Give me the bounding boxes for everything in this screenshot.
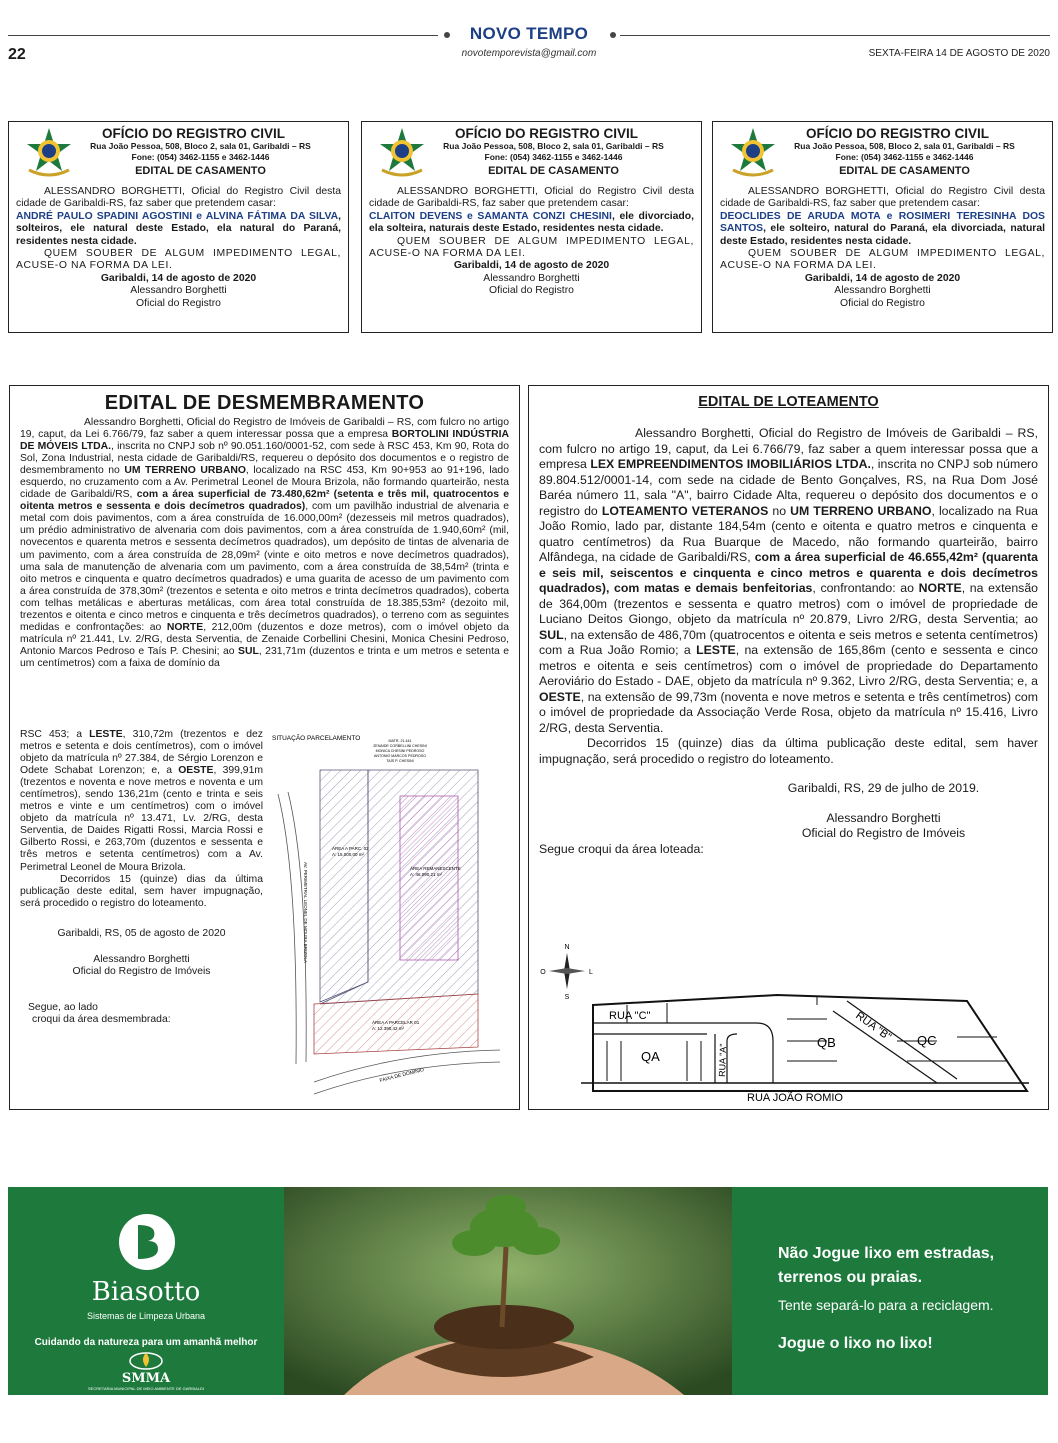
- map-neighbor-label: MONICA CHESINI PEDROSO: [375, 749, 425, 753]
- notice-kind: EDITAL DE CASAMENTO: [135, 165, 266, 177]
- ad-message-line-2: terrenos ou praias.: [778, 1269, 923, 1286]
- page-number: 22: [8, 46, 26, 63]
- map-road-line: [278, 794, 296, 1064]
- desmembramento-role: Oficial do Registro de Imóveis: [72, 965, 211, 977]
- text-run: , na extensão de 364,00m (trezentos e sessenta e quatro metros) com o imóvel de propriedade de Luciano Deitos Giongo, objeto da matrícula nº 20.879, Livro 2/RG, desta Serventia; ao: [539, 581, 1038, 626]
- couple-details: , solteiros, ele natural deste Estado, ela natural do Paraná, residentes nesta cidade.: [16, 210, 341, 247]
- office-phone: Fone: (054) 3462-1155 e 3462-1446: [484, 152, 623, 162]
- text-run: , confrontando: ao: [812, 581, 919, 595]
- couple-details: , ele solteiro, natural do Paraná, ela divorciada, natural deste Estado, residentes nesta cidade.: [720, 223, 1045, 247]
- ad-brand-subtitle: Sistemas de Limpeza Urbana: [86, 1311, 206, 1321]
- notice-body: [720, 186, 1045, 273]
- brazil-coat-of-arms-icon: [727, 126, 779, 178]
- lot-name: LOTEAMENTO VETERANOS: [601, 503, 769, 518]
- compass-e: L: [589, 969, 593, 976]
- office-address: Rua João Pessoa, 508, Bloco 2, sala 01, Garibaldi – RS: [794, 141, 1015, 151]
- map-area-parcel-2: [320, 770, 368, 1002]
- ad-message-line-3: Tente separá-lo para a reciclagem.: [778, 1297, 994, 1313]
- notice-role: Oficial do Registro: [136, 297, 221, 309]
- notice-role: Oficial do Registro: [489, 285, 574, 297]
- map-neighbor-label: MATR. 21.441: [388, 739, 412, 743]
- area-text: com a área superficial de 73.480,62m² (setenta e três mil, quatrocentos e oitenta metros e sessenta e dois decímetros quadrados): [20, 489, 509, 513]
- loteamento-signer: Alessandro Borghetti: [826, 810, 941, 825]
- ad-slogan: Cuidando da natureza para um amanhã melhor: [34, 1337, 258, 1348]
- map-road-line: [314, 1062, 500, 1094]
- desmembramento-paragraph-2: Decorridos 15 (quinze) dias da última publicação deste edital, sem haver impugnação, será procedido o registro do loteamento.: [20, 873, 263, 909]
- notice-signer: Alessandro Borghetti: [130, 285, 227, 297]
- desmembramento-column: [20, 729, 263, 1026]
- marriage-notice-2: [361, 121, 702, 333]
- map-building: [400, 796, 458, 960]
- office-phone: Fone: (054) 3462-1155 e 3462-1446: [131, 152, 270, 162]
- compass-rose-icon: [540, 944, 593, 1001]
- text-run-bold: UM TERRENO URBANO: [124, 465, 246, 477]
- block-label-c: QC: [917, 1033, 937, 1048]
- street-label-main: RUA JOÃO ROMIO: [747, 1092, 843, 1104]
- map-area-label: ÁREA REMANESCENTE: [410, 866, 461, 871]
- notice-date: Garibaldi, 14 de agosto de 2020: [453, 260, 610, 272]
- notice-role: Oficial do Registro: [840, 297, 925, 309]
- notice-body: [369, 186, 694, 260]
- text-run: , com um pavilhão industrial de alvenaria e metal com dois pavimentos, com a área construída de 16.000,00m² (dezesseis mil metros quadrados), um prédio administrativo de alvenaria com dois pavimentos, com a área construída de 1.940,60m² (mil, novecentos e quarenta metros e sessenta decímetros quadrados), um depósito de tintas de alvenaria de um pavimento, com a área construída de 28,09m² (vinte e oito metros e nove decímetros quadrados), uma sala de manutenção de alvenaria com um pavimento, com a área construída de 38,54m² (trinta e oito metros e cinquenta e quatro decímetros quadrados) e uma guarita de acesso de um pavimento com a área construída de 378,30m² (trezentos e setenta e oito metros e trinta decímetros quadrados), coberta com telhas metálicas e aberturas metálicas, com área total construída de 18.385,53m² (dezoito mil, trezentos e oitenta e cinco metros e cinquenta e três decímetros quadrados), o terreno com as seguintes medidas e confrontações: ao: [20, 501, 509, 633]
- map-area-label: ÁREA A PARC. 02: [332, 846, 369, 851]
- desmembramento-title: EDITAL DE DESMEMBRAMENTO: [104, 392, 425, 414]
- loteamento-caption: Segue croqui da área loteada:: [539, 841, 704, 856]
- marriage-notice-1: [8, 121, 349, 333]
- advertisement: [8, 1187, 1048, 1395]
- compass-w: O: [540, 969, 546, 976]
- compass-n: N: [564, 944, 570, 951]
- street-label-a: RUA "A": [717, 1043, 729, 1078]
- newspaper-email: novotemporevista@gmail.com: [461, 48, 597, 59]
- text-run: no: [768, 503, 791, 518]
- ad-brand-panel: [8, 1187, 284, 1395]
- ad-brand-name: Biasotto: [91, 1277, 201, 1307]
- ad-photo-panel: [284, 1187, 732, 1395]
- map-neighbor-label: ANTONIO MARCOS PEDROSO: [373, 754, 427, 758]
- office-address: Rua João Pessoa, 508, Bloco 2, sala 01, Garibaldi – RS: [443, 141, 664, 151]
- loteamento-title: EDITAL DE LOTEAMENTO: [698, 394, 879, 410]
- text-run: , na extensão de 165,86m (cento e sessenta e cinco metros e oitenta e seis centímetros) com o imóvel de propriedade do Departamento Aeroviário do Estado - DAE, objeto da matrícula nº 9.362, Livro 2/RG, desta Serventia; e, a: [539, 643, 1038, 688]
- desmembramento-paragraph-1-cont: [20, 729, 263, 874]
- street-label-b: RUA "B": [853, 1009, 894, 1044]
- map-area-value: A: 46.090,21 m²: [410, 872, 443, 877]
- notice-warning: QUEM SOUBER DE ALGUM IMPEDIMENTO LEGAL, ACUSE-O NA FORMA DA LEI.: [369, 235, 694, 260]
- text-run: , localizado na Rua João Romio, lado par, distante 184,54m (cento e oitenta e quatro metros e cinquenta e quatro centímetros) da Rua Buarque de Macedo, não formando quarteirão, bairro Alfândega, na cidade de Garibaldi/RS,: [539, 503, 1039, 564]
- loteamento-date: Garibaldi, RS, 29 de julho de 2019.: [787, 781, 980, 795]
- ad-message-line-1: Não Jogue lixo em estradas,: [778, 1245, 995, 1262]
- desmembramento-site-map: [260, 732, 508, 1102]
- couple-names: ANDRÉ PAULO SPADINI AGOSTINI e ALVINA FÁTIMA DA SILVA: [16, 210, 339, 222]
- text-run: , na extensão de 486,70m (quatrocentos e oitenta e seis metros e setenta centímetros) com a Rua João Romio; a: [539, 627, 1038, 657]
- ad-message-line-4: Jogue o lixo no lixo!: [778, 1335, 933, 1352]
- notice-intro: ALESSANDRO BORGHETTI, Oficial do Registro Civil desta cidade de Garibaldi-RS, faz saber que pretendem casar:: [720, 186, 1045, 210]
- map-area-value: A: 15.000,00 m²: [332, 852, 365, 857]
- block-label-a: QA: [641, 1049, 660, 1064]
- map-street-line: [727, 1034, 737, 1041]
- map-road-label: FAIXA DE DOMÍNIO: [379, 1067, 425, 1084]
- newspaper-name: NOVO TEMPO: [469, 24, 589, 43]
- text-run: , localizado na RSC 453, Km 90+953 ao 91+196, lado esquerdo, no cruzamento com a Av. Perimetral Leonel de Moura Brizola, não formando quarteirão, nesta cidade de Garibaldi/RS,: [20, 465, 509, 501]
- notice-warning: QUEM SOUBER DE ALGUM IMPEDIMENTO LEGAL, ACUSE-O NA FORMA DA LEI.: [720, 248, 1045, 272]
- notice-kind: EDITAL DE CASAMENTO: [488, 165, 619, 177]
- company-name: LEX EMPREENDIMENTOS IMOBILIÁRIOS LTDA.: [590, 457, 871, 471]
- notice-intro: ALESSANDRO BORGHETTI, Oficial do Registro Civil desta cidade de Garibaldi-RS, faz saber que pretendem casar:: [16, 186, 341, 210]
- desmembramento-caption-1: Segue, ao lado: [28, 1001, 98, 1013]
- ad-message-panel: [732, 1187, 1048, 1395]
- text-run-bold: SUL: [238, 645, 259, 657]
- text-run-bold: SUL: [539, 627, 564, 642]
- text-run: Alessandro Borghetti, Oficial do Registro de Imóveis de Garibaldi – RS, com fulcro no artigo 19, caput, da Lei 6.766/79, faz saber a quem interessar possa que a empresa: [20, 417, 509, 441]
- loteamento-notice: [528, 385, 1049, 1110]
- brazil-coat-of-arms-icon: [23, 126, 75, 178]
- office-title: OFÍCIO DO REGISTRO CIVIL: [805, 126, 989, 141]
- map-road-label: AV. PERIMETRAL LEONEL DE MOURA BRIZOLA: [303, 862, 308, 963]
- map-boundary: [593, 995, 1027, 1091]
- desmembramento-date: Garibaldi, RS, 05 de agosto de 2020: [57, 927, 226, 939]
- office-address: Rua João Pessoa, 508, Bloco 2, sala 01, Garibaldi – RS: [90, 141, 311, 151]
- ad-smma-subtitle: SECRETARIA MUNICIPAL DE MEIO AMBIENTE DE GARIBALDI: [88, 1386, 204, 1391]
- map-title: SITUAÇÃO PARCELAMENTO: [272, 735, 361, 742]
- notice-date: Garibaldi, 14 de agosto de 2020: [100, 272, 257, 284]
- text-run-bold: UM TERRENO URBANO: [790, 503, 932, 518]
- map-area-label: ÁREA A PARCELAR 01: [372, 1020, 420, 1025]
- desmembramento-paragraph-1: [20, 417, 509, 670]
- map-street-line: [757, 1023, 773, 1083]
- hands-holding-seedling-icon: [284, 1187, 732, 1395]
- edition-date: SEXTA-FEIRA 14 DE AGOSTO DE 2020: [868, 48, 1050, 59]
- couple-names: CLAITON DEVENS e SAMANTA CONZI CHESINI: [369, 210, 612, 222]
- notice-signer: Alessandro Borghetti: [834, 285, 931, 297]
- loteamento-paragraph-2: Decorridos 15 (quinze) dias da última publicação deste edital, sem haver impugnação, será procedido o registro do loteamento.: [539, 736, 1038, 766]
- block-label-b: QB: [817, 1035, 836, 1050]
- text-run: , 310,72m (trezentos e dez metros e setenta e dois centímetros), com o imóvel objeto da matrícula nº 27.384, de Sérgio Lorenzon e Odete Schabat Lorenzon; e, a: [20, 729, 263, 777]
- smma-logo-icon: [126, 1351, 166, 1371]
- text-run: RSC 453; a: [20, 729, 90, 740]
- notice-body: [16, 186, 341, 273]
- loteamento-role: Oficial do Registro de Imóveis: [801, 826, 966, 840]
- ad-smma: SMMA: [121, 1371, 171, 1386]
- notice-date: Garibaldi, 14 de agosto de 2020: [804, 272, 961, 284]
- text-run-bold: NORTE: [918, 581, 962, 595]
- map-neighbor-label: TAÍS P. CHESINI: [386, 759, 414, 763]
- office-title: OFÍCIO DO REGISTRO CIVIL: [101, 126, 285, 141]
- street-label-c: RUA "C": [609, 1010, 651, 1022]
- text-run: , 231,71m (duzentos e trinta e um metros e setenta e um centímetros) com a faixa de domínio da: [20, 645, 509, 669]
- text-run-bold: NORTE: [166, 621, 204, 633]
- office-phone: Fone: (054) 3462-1155 e 3462-1446: [835, 152, 974, 162]
- loteamento-site-map: [537, 941, 1037, 1106]
- text-run-bold: LESTE: [89, 729, 123, 740]
- notice-signer: Alessandro Borghetti: [483, 272, 580, 284]
- text-run: Alessandro Borghetti, Oficial do Registro de Imóveis de Garibaldi – RS, com fulcro no artigo 19, caput, da Lei 6.766/79, faz saber a quem interessar possa que a empresa: [539, 426, 1038, 471]
- desmembramento-caption-2: croqui da área desmembrada:: [32, 1013, 171, 1025]
- desmembramento-signer: Alessandro Borghetti: [93, 953, 190, 965]
- page-header: [0, 0, 1058, 70]
- brazil-coat-of-arms-icon: [376, 126, 428, 178]
- compass-s: S: [564, 994, 570, 1001]
- map-lot-lines: [607, 997, 1007, 1081]
- text-run: , inscrita no CNPJ sob número 89.804.512/0001-14, com sede na cidade de Bento Gonçalves, RS, na Rua Dom José Baréa número 11, sala "A", bairro Cidade Alta, requereu o depósito dos documentos e o registro do: [539, 457, 1038, 518]
- text-run: , 212,00m (duzentos e doze metros), com o imóvel objeto da matrícula nº 21.441, Lv. 2/RG, desta Serventia, de Zenaide Corbellini Chesini, Monica Chesini Pedroso, Antonio Marcos Pedroso e Taís P. Chesini; ao: [20, 621, 509, 657]
- map-area-value: A: 12.390,42 m²: [372, 1026, 405, 1031]
- couple-details: , ele divorciado, ela solteira, naturais deste Estado, residentes nesta cidade.: [369, 210, 694, 235]
- area-text: com a área superficial de 46.655,42m² (quarenta e seis mil, seiscentos e cinquenta e cinco metros e quarenta e dois decímetros quadrados), com matas e demais benfeitorias: [539, 550, 1038, 595]
- text-run: , na extensão de 99,73m (noventa e nove metros e setenta e três centímetros) com o imóvel de propriedade da Associação Verde Rosa, objeto da matrícula nº 15.416, Livro 2/RG, desta Serventia.: [539, 689, 1038, 735]
- notice-intro: ALESSANDRO BORGHETTI, Oficial do Registro Civil desta cidade de Garibaldi-RS, faz saber que pretendem casar:: [369, 186, 694, 210]
- desmembramento-notice: [9, 385, 520, 1110]
- notice-warning: QUEM SOUBER DE ALGUM IMPEDIMENTO LEGAL, ACUSE-O NA FORMA DA LEI.: [16, 248, 341, 272]
- map-neighbor-label: ZENAIDE CORBELLINI CHESINI: [373, 744, 427, 748]
- text-run-bold: LESTE: [696, 643, 736, 657]
- biasotto-logo-icon: [118, 1213, 176, 1271]
- office-title: OFÍCIO DO REGISTRO CIVIL: [454, 126, 638, 141]
- loteamento-paragraph-1: [539, 426, 1038, 736]
- notice-kind: EDITAL DE CASAMENTO: [839, 165, 970, 177]
- text-run-bold: OESTE: [178, 765, 214, 777]
- company-name: BORTOLINI INDÚSTRIA DE MÓVEIS LTDA.: [20, 429, 510, 453]
- text-run: , 399,91m (trezentos e noventa e nove metros e noventa e um centímetros), sendo 136,21m (cento e trinta e seis metros e vinte e um centímetros) com o imóvel objeto da matrícula nº 13.471, Lv. 2/RG, desta Serventia, de Daides Rigatti Rossi, Marcia Rossi e Gilberto Rossi, e 263,70m (duzentos e sessenta e três metros e setenta centímetros) com a Av. Perimetral Leonel de Moura Brizola.: [20, 765, 263, 873]
- couple-names: DEOCLIDES DE ARUDA MOTA e ROSIMERI TERESINHA DOS SANTOS: [720, 210, 1045, 235]
- text-run-bold: OESTE: [539, 689, 581, 704]
- text-run: , inscrita no CNPJ sob nº 90.051.160/0001-52, com sede à RSC 453, Km 90, Rota do Sol, Zona Industrial, nesta cidade de Garibaldi/RS, requereu o depósito dos documentos e o registro de desmembramento no: [20, 441, 509, 477]
- marriage-notice-3: [712, 121, 1053, 333]
